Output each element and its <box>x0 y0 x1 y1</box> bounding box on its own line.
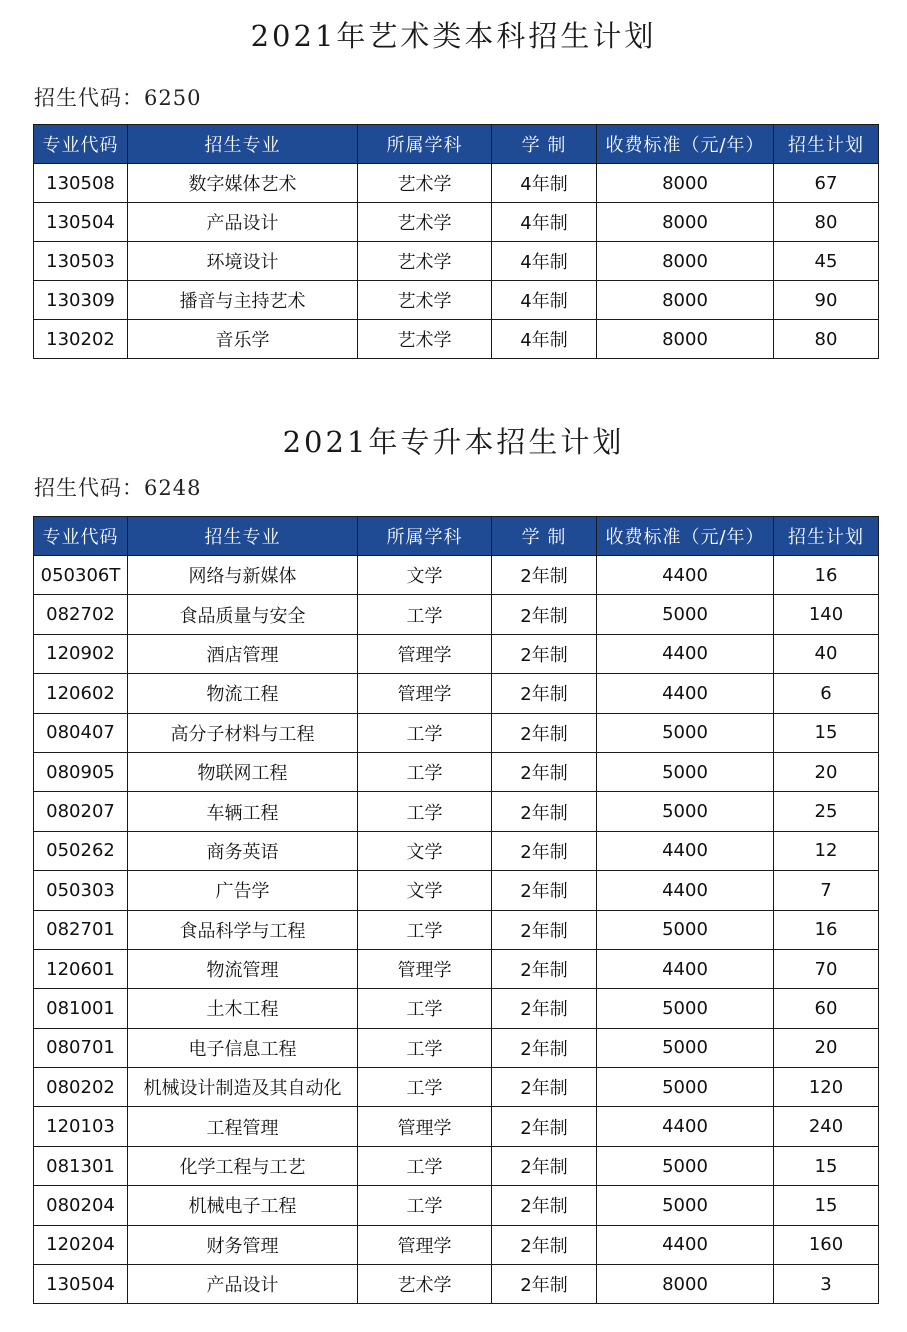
table-row <box>34 281 879 320</box>
section2-title: 2021年专升本招生计划 <box>282 425 625 459</box>
table-row <box>34 556 879 595</box>
table-row <box>34 792 879 831</box>
cell-major-name: 环境设计 <box>128 242 358 281</box>
cell-enrollment-quota: 16 <box>774 556 879 595</box>
cell-tuition: 4400 <box>597 949 774 988</box>
table-row <box>34 752 879 791</box>
cell-tuition: 5000 <box>597 1068 774 1107</box>
cell-discipline: 管理学 <box>358 949 492 988</box>
art-undergrad-table <box>33 124 879 359</box>
table-row <box>34 1107 879 1146</box>
cell-tuition: 5000 <box>597 595 774 634</box>
cell-major-name: 机械设计制造及其自动化 <box>128 1068 358 1107</box>
cell-discipline: 工学 <box>358 752 492 791</box>
cell-duration: 2年制 <box>492 910 597 949</box>
cell-discipline: 工学 <box>358 989 492 1028</box>
cell-tuition: 4400 <box>597 634 774 673</box>
cell-major-name: 网络与新媒体 <box>128 556 358 595</box>
cell-discipline: 文学 <box>358 556 492 595</box>
cell-major-code: 130504 <box>34 1265 128 1304</box>
cell-discipline: 工学 <box>358 1146 492 1185</box>
cell-enrollment-quota: 15 <box>774 1146 879 1185</box>
cell-major-name: 广告学 <box>128 871 358 910</box>
cell-tuition: 5000 <box>597 713 774 752</box>
cell-major-code: 080204 <box>34 1186 128 1225</box>
cell-major-code: 080207 <box>34 792 128 831</box>
cell-major-code: 050306T <box>34 556 128 595</box>
cell-major-code: 080905 <box>34 752 128 791</box>
cell-tuition: 4400 <box>597 871 774 910</box>
cell-discipline: 工学 <box>358 1028 492 1067</box>
cell-discipline: 工学 <box>358 595 492 634</box>
cell-major-code: 080407 <box>34 713 128 752</box>
cell-discipline: 工学 <box>358 1068 492 1107</box>
cell-major-code: 130202 <box>34 320 128 359</box>
header-discipline: 所属学科 <box>358 125 492 164</box>
cell-duration: 4年制 <box>492 164 597 203</box>
table-row <box>34 320 879 359</box>
cell-discipline: 工学 <box>358 713 492 752</box>
cell-duration: 4年制 <box>492 320 597 359</box>
table-row <box>34 203 879 242</box>
cell-discipline: 艺术学 <box>358 320 492 359</box>
table-row <box>34 1068 879 1107</box>
cell-duration: 2年制 <box>492 989 597 1028</box>
cell-major-code: 080202 <box>34 1068 128 1107</box>
table-row <box>34 242 879 281</box>
section1-enrollment-code: 招生代码：6250 <box>34 86 202 110</box>
table-row <box>34 674 879 713</box>
cell-major-code: 120204 <box>34 1225 128 1264</box>
cell-enrollment-quota: 12 <box>774 831 879 870</box>
table-row <box>34 713 879 752</box>
cell-duration: 4年制 <box>492 281 597 320</box>
cell-discipline: 艺术学 <box>358 203 492 242</box>
table-row <box>34 871 879 910</box>
cell-tuition: 8000 <box>597 203 774 242</box>
cell-major-name: 高分子材料与工程 <box>128 713 358 752</box>
cell-duration: 2年制 <box>492 713 597 752</box>
cell-major-name: 数字媒体艺术 <box>128 164 358 203</box>
cell-enrollment-quota: 40 <box>774 634 879 673</box>
cell-major-code: 120902 <box>34 634 128 673</box>
cell-enrollment-quota: 80 <box>774 203 879 242</box>
cell-major-name: 物联网工程 <box>128 752 358 791</box>
header-enrollment-quota: 招生计划 <box>774 517 879 556</box>
cell-major-name: 音乐学 <box>128 320 358 359</box>
cell-enrollment-quota: 67 <box>774 164 879 203</box>
header-duration: 学 制 <box>492 517 597 556</box>
cell-discipline: 艺术学 <box>358 164 492 203</box>
cell-enrollment-quota: 80 <box>774 320 879 359</box>
cell-major-name: 物流工程 <box>128 674 358 713</box>
cell-enrollment-quota: 20 <box>774 752 879 791</box>
cell-discipline: 管理学 <box>358 674 492 713</box>
header-major-code: 专业代码 <box>34 517 128 556</box>
cell-major-name: 食品科学与工程 <box>128 910 358 949</box>
cell-enrollment-quota: 15 <box>774 1186 879 1225</box>
cell-enrollment-quota: 25 <box>774 792 879 831</box>
cell-tuition: 5000 <box>597 1146 774 1185</box>
header-enrollment-quota: 招生计划 <box>774 125 879 164</box>
cell-duration: 2年制 <box>492 1225 597 1264</box>
cell-duration: 4年制 <box>492 242 597 281</box>
table-row <box>34 1225 879 1264</box>
cell-tuition: 5000 <box>597 989 774 1028</box>
cell-major-name: 产品设计 <box>128 203 358 242</box>
cell-major-name: 车辆工程 <box>128 792 358 831</box>
cell-duration: 2年制 <box>492 1146 597 1185</box>
cell-tuition: 8000 <box>597 320 774 359</box>
cell-major-name: 工程管理 <box>128 1107 358 1146</box>
cell-discipline: 艺术学 <box>358 281 492 320</box>
cell-enrollment-quota: 6 <box>774 674 879 713</box>
cell-enrollment-quota: 45 <box>774 242 879 281</box>
cell-duration: 2年制 <box>492 1265 597 1304</box>
cell-major-name: 电子信息工程 <box>128 1028 358 1067</box>
cell-enrollment-quota: 240 <box>774 1107 879 1146</box>
header-major-code: 专业代码 <box>34 125 128 164</box>
table-row <box>34 164 879 203</box>
cell-enrollment-quota: 20 <box>774 1028 879 1067</box>
cell-major-code: 082702 <box>34 595 128 634</box>
cell-discipline: 艺术学 <box>358 1265 492 1304</box>
cell-discipline: 管理学 <box>358 1225 492 1264</box>
section1-title: 2021年艺术类本科招生计划 <box>250 19 657 53</box>
cell-tuition: 4400 <box>597 831 774 870</box>
cell-major-code: 130309 <box>34 281 128 320</box>
cell-tuition: 4400 <box>597 674 774 713</box>
cell-discipline: 文学 <box>358 831 492 870</box>
cell-discipline: 工学 <box>358 910 492 949</box>
cell-tuition: 8000 <box>597 164 774 203</box>
cell-major-code: 081301 <box>34 1146 128 1185</box>
cell-major-name: 机械电子工程 <box>128 1186 358 1225</box>
cell-tuition: 4400 <box>597 1225 774 1264</box>
table-header-row <box>34 517 879 556</box>
cell-major-code: 120601 <box>34 949 128 988</box>
cell-major-code: 080701 <box>34 1028 128 1067</box>
cell-duration: 2年制 <box>492 595 597 634</box>
cell-major-name: 化学工程与工艺 <box>128 1146 358 1185</box>
cell-duration: 2年制 <box>492 752 597 791</box>
cell-duration: 2年制 <box>492 831 597 870</box>
cell-tuition: 4400 <box>597 556 774 595</box>
cell-major-code: 082701 <box>34 910 128 949</box>
cell-major-code: 050262 <box>34 831 128 870</box>
cell-enrollment-quota: 7 <box>774 871 879 910</box>
cell-duration: 2年制 <box>492 792 597 831</box>
cell-major-name: 产品设计 <box>128 1265 358 1304</box>
cell-duration: 2年制 <box>492 556 597 595</box>
cell-discipline: 艺术学 <box>358 242 492 281</box>
cell-major-code: 120602 <box>34 674 128 713</box>
cell-major-code: 130504 <box>34 203 128 242</box>
cell-enrollment-quota: 60 <box>774 989 879 1028</box>
cell-duration: 4年制 <box>492 203 597 242</box>
header-major-name: 招生专业 <box>128 517 358 556</box>
cell-enrollment-quota: 16 <box>774 910 879 949</box>
cell-major-name: 播音与主持艺术 <box>128 281 358 320</box>
cell-tuition: 8000 <box>597 281 774 320</box>
table-row <box>34 1265 879 1304</box>
cell-duration: 2年制 <box>492 634 597 673</box>
table-row <box>34 595 879 634</box>
cell-enrollment-quota: 160 <box>774 1225 879 1264</box>
cell-major-name: 商务英语 <box>128 831 358 870</box>
header-major-name: 招生专业 <box>128 125 358 164</box>
cell-tuition: 5000 <box>597 752 774 791</box>
cell-major-name: 土木工程 <box>128 989 358 1028</box>
table-row <box>34 910 879 949</box>
cell-tuition: 5000 <box>597 910 774 949</box>
cell-major-code: 130508 <box>34 164 128 203</box>
table-row <box>34 831 879 870</box>
table-row <box>34 1186 879 1225</box>
cell-enrollment-quota: 3 <box>774 1265 879 1304</box>
cell-major-code: 050303 <box>34 871 128 910</box>
header-tuition: 收费标准（元/年） <box>597 125 774 164</box>
cell-major-code: 081001 <box>34 989 128 1028</box>
cell-major-code: 130503 <box>34 242 128 281</box>
cell-duration: 2年制 <box>492 1107 597 1146</box>
cell-discipline: 工学 <box>358 1186 492 1225</box>
cell-enrollment-quota: 70 <box>774 949 879 988</box>
cell-discipline: 管理学 <box>358 1107 492 1146</box>
table-header-row <box>34 125 879 164</box>
upgrade-undergrad-table <box>33 516 879 1304</box>
table-row <box>34 634 879 673</box>
cell-tuition: 5000 <box>597 1186 774 1225</box>
cell-duration: 2年制 <box>492 949 597 988</box>
cell-tuition: 8000 <box>597 242 774 281</box>
table-row <box>34 989 879 1028</box>
section2-enrollment-code: 招生代码：6248 <box>34 476 202 500</box>
cell-duration: 2年制 <box>492 1028 597 1067</box>
cell-discipline: 文学 <box>358 871 492 910</box>
cell-enrollment-quota: 140 <box>774 595 879 634</box>
header-duration: 学 制 <box>492 125 597 164</box>
cell-tuition: 5000 <box>597 792 774 831</box>
cell-discipline: 管理学 <box>358 634 492 673</box>
cell-tuition: 5000 <box>597 1028 774 1067</box>
cell-major-name: 物流管理 <box>128 949 358 988</box>
cell-enrollment-quota: 120 <box>774 1068 879 1107</box>
cell-major-name: 财务管理 <box>128 1225 358 1264</box>
cell-tuition: 4400 <box>597 1107 774 1146</box>
cell-major-name: 酒店管理 <box>128 634 358 673</box>
cell-duration: 2年制 <box>492 1068 597 1107</box>
cell-duration: 2年制 <box>492 871 597 910</box>
table-row <box>34 949 879 988</box>
cell-duration: 2年制 <box>492 1186 597 1225</box>
header-tuition: 收费标准（元/年） <box>597 517 774 556</box>
cell-enrollment-quota: 90 <box>774 281 879 320</box>
cell-discipline: 工学 <box>358 792 492 831</box>
cell-enrollment-quota: 15 <box>774 713 879 752</box>
cell-tuition: 8000 <box>597 1265 774 1304</box>
table-row <box>34 1028 879 1067</box>
cell-duration: 2年制 <box>492 674 597 713</box>
cell-major-name: 食品质量与安全 <box>128 595 358 634</box>
header-discipline: 所属学科 <box>358 517 492 556</box>
table-row <box>34 1146 879 1185</box>
cell-major-code: 120103 <box>34 1107 128 1146</box>
